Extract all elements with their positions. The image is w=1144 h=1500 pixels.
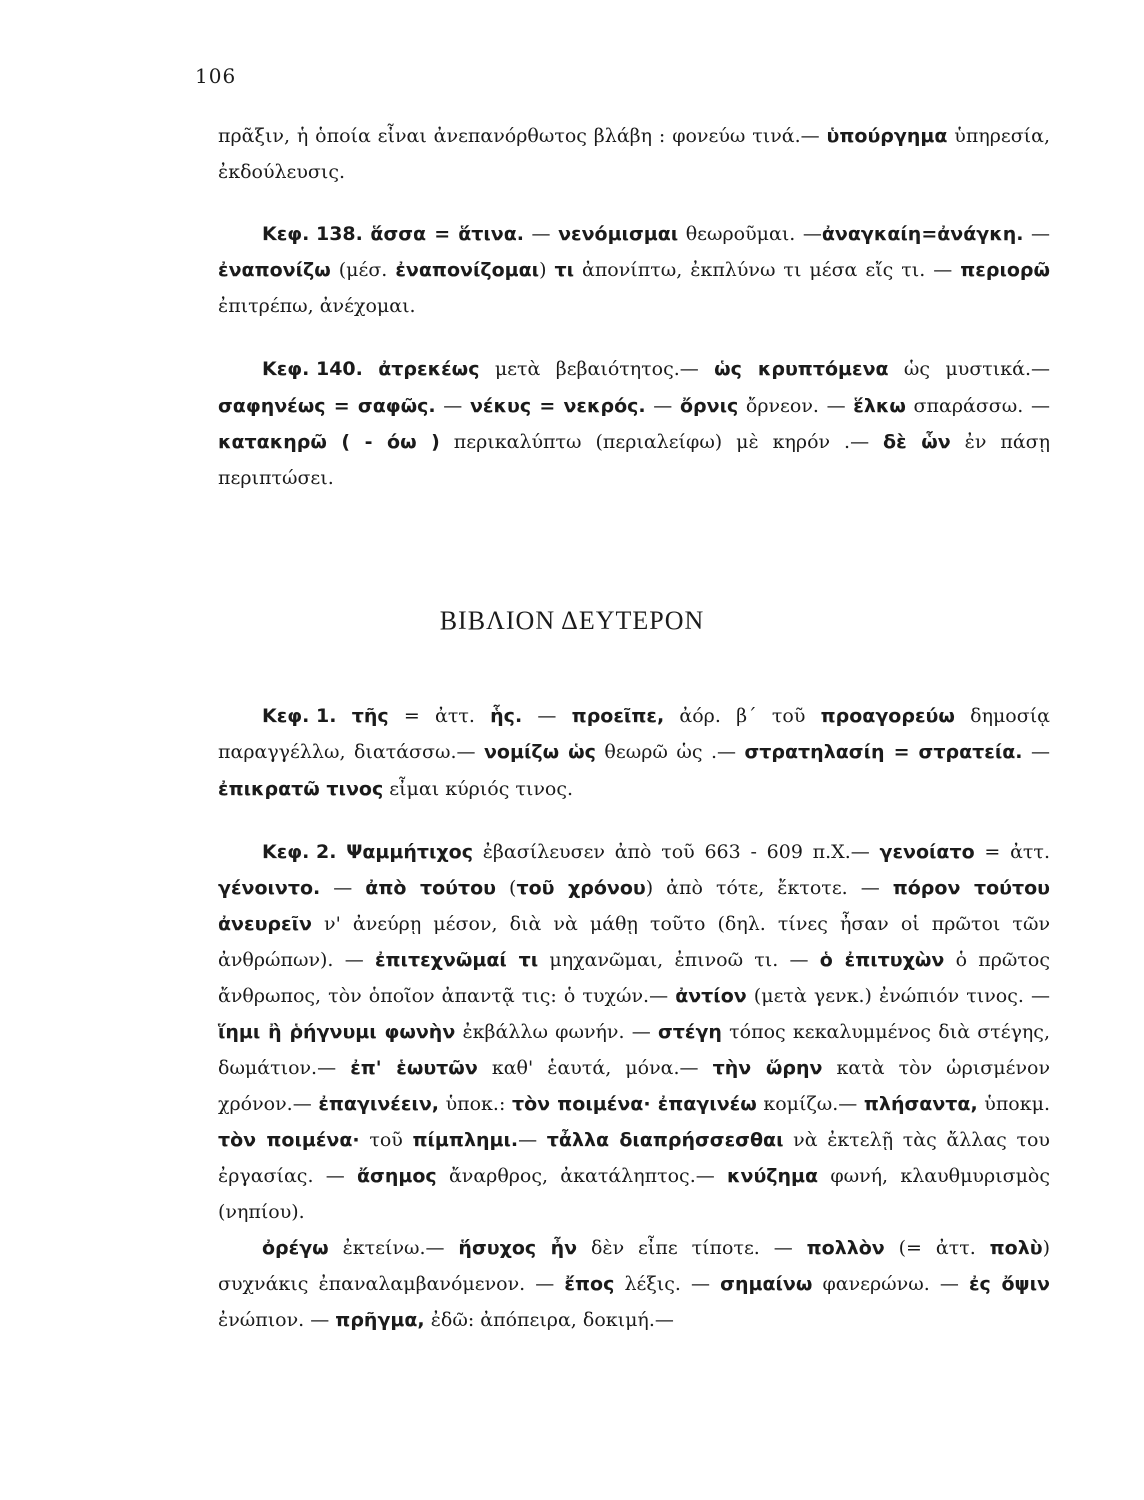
text: ἄναρθρος, ἀκατάληπτος.— [436, 1164, 727, 1187]
text: — [645, 394, 680, 417]
lemma: τὸν ποιμένα· [218, 1128, 360, 1151]
lemma: δὲ ὧν [883, 431, 951, 454]
lemma: ὄρνις [679, 394, 739, 417]
lemma: ἅσσα = ἅτινα. [370, 222, 525, 245]
text: ὄρνεον. — [738, 394, 854, 417]
text: ἀόρ. β΄ τοῦ [664, 705, 821, 727]
lemma: στρατηλασίη = στρατεία. [744, 741, 1023, 764]
lemma: πλήσαντα, [863, 1092, 978, 1115]
lemma: ἐναπονίζω [218, 258, 331, 281]
text: ἐδῶ: ἀπόπειρα, δοκιμή.— [424, 1308, 674, 1331]
lemma: πρῆγμα, [335, 1308, 425, 1331]
text: ( [496, 876, 517, 899]
text: κατὰ τὸν ὡρισμένον χρόνον.— [218, 1056, 1051, 1115]
text: θεωρῶ ὡς .— [595, 741, 745, 764]
lemma: σημαίνω [720, 1272, 813, 1295]
text: ν' ἀνεύρῃ μέσον, διὰ νὰ μάθῃ τοῦτο (δηλ. τίνες ἦσαν οἱ πρῶτοι τῶν ἀνθρώπων). — [218, 912, 1050, 971]
lemma: νενόμισμαι [558, 222, 679, 245]
text: κομίζω.— [756, 1092, 864, 1115]
lemma: τὸν ποιμένα· ἐπαγινέω [511, 1092, 757, 1115]
entries-top [218, 118, 1050, 497]
text: νὰ ἐκτελῇ τὰς ἄλλας του ἐργασίας. — [218, 1128, 1050, 1187]
chapter-ref: Κεφ. 1. [262, 705, 337, 727]
lemma: πόρον τούτου ἀνευρεῖν [218, 876, 1050, 935]
text: δὲν εἶπε τίποτε. — [577, 1236, 807, 1259]
lemma: τῆς [351, 705, 389, 727]
text: μετὰ βεβαιότητος.— [479, 358, 715, 381]
text: ἐκτείνω.— [328, 1236, 459, 1259]
text: ἐνώπιον. — [218, 1308, 336, 1331]
text: ) [539, 258, 555, 281]
text: ἐπιτρέπω, ἀνέχομαι. [218, 295, 416, 318]
text: φανερώνω. — [812, 1272, 969, 1295]
lemma: ἐπιτεχνῶμαί τι [374, 948, 539, 971]
text: μηχανῶμαι, ἐπινοῶ τι. — [538, 948, 820, 971]
text: εἶμαι κύριός τινος. [383, 777, 573, 800]
lemma: τοῦ χρόνου [516, 876, 646, 899]
paragraph-continuation [218, 118, 1050, 191]
paragraph-chapter-140 [218, 351, 1050, 496]
lemma: ἵημι ἢ ῥήγνυμι φωνὴν [218, 1020, 456, 1043]
text: τοῦ [359, 1128, 413, 1151]
lemma: πολὺ [989, 1236, 1043, 1259]
lemma: ἕλκω [853, 394, 906, 417]
text: καθ' ἑαυτά, μόνα.— [477, 1056, 713, 1079]
entries-bottom [218, 698, 1050, 1338]
lemma: ἐπικρατῶ τινος [218, 777, 384, 800]
text: ) ἀπὸ τότε, ἔκτοτε. — [645, 876, 893, 899]
lemma: κνύζημα [727, 1164, 819, 1187]
lemma: ὡς κρυπτόμενα [714, 358, 889, 381]
text: — [524, 222, 559, 245]
lemma: ἀντίον [675, 984, 747, 1007]
paragraph-chapter-2 [218, 834, 1050, 1338]
text: = ἀττ. [388, 705, 491, 727]
chapter-ref: Κεφ. 140. [262, 358, 363, 381]
text: ) συχνάκις ἐπαναλαμβανόμενον. — [218, 1236, 1050, 1295]
text: ὑποκ.: [438, 1092, 512, 1115]
lemma: ἐς ὄψιν [968, 1272, 1050, 1295]
lemma: στέγη [657, 1020, 722, 1043]
lemma: σαφηνέως = σαφῶς. [218, 394, 436, 417]
text: ὡς μυστικά.— [888, 358, 1050, 381]
chapter-ref: Κεφ. 2. [262, 840, 337, 863]
text: — [522, 705, 572, 727]
lemma: ἐπαγινέειν, [318, 1092, 439, 1115]
text: — [320, 876, 366, 899]
lemma: ἀπὸ τούτου [365, 876, 497, 899]
lemma: τἆλλα διαπρήσσεσθαι [546, 1128, 784, 1151]
text: ἐβασίλευσεν ἀπὸ τοῦ 663 - 609 π.Χ.— [472, 840, 880, 863]
text: τόπος κεκαλυμμένος διὰ στέγης, δωμάτιον.— [218, 1020, 1050, 1079]
lemma: τὴν ὥρην [712, 1056, 823, 1079]
lemma: πίμπλημι. [412, 1128, 519, 1151]
lemma: ἧς. [490, 705, 523, 727]
section-heading: ΒΙΒΛΙΟΝ ΔΕΥΤΕΡΟΝ [439, 606, 705, 635]
text: λέξις. — [614, 1272, 721, 1295]
lemma: ὁ ἐπιτυχὼν [819, 948, 945, 971]
lemma: νέκυς = νεκρός. [469, 394, 646, 417]
lemma: γένοιντο. [218, 876, 321, 899]
lemma: προεῖπε, [571, 705, 665, 727]
text: (= ἀττ. [884, 1236, 990, 1259]
lemma: ἔπος [564, 1272, 615, 1295]
text: περικαλύπτω (περιαλείφω) μὲ κηρόν .— [439, 431, 884, 454]
lemma: τι [554, 258, 574, 281]
lemma: ἀναγκαίη=ἀνάγκη. [821, 222, 1024, 245]
lemma: ἐναπονίζομαι [395, 258, 540, 281]
text: ἐκβάλλω φωνήν. — [455, 1020, 658, 1043]
text: = ἀττ. [974, 840, 1050, 863]
lemma: γενοίατο [879, 840, 975, 863]
text: ὑποκμ. [977, 1092, 1051, 1115]
text: (μετὰ γενκ.) ἐνώπιόν τινος. — [746, 984, 1050, 1007]
text: — [518, 1128, 547, 1151]
lemma: ὀρέγω [262, 1236, 329, 1259]
page-number: 106 [195, 64, 237, 88]
text: ἐν πάσῃ περιπτώσει. [218, 431, 1051, 490]
text: — [435, 394, 470, 417]
lemma: προαγορεύω [820, 705, 955, 727]
text: ἀπονίπτω, ἐκπλύνω τι μέσα εἴς τι. — [574, 258, 961, 281]
lemma: νομίζω ὡς [483, 741, 596, 764]
text: ὑπηρεσία, ἐκδούλευσις. [218, 125, 1050, 184]
lemma: ἀτρεκέως [378, 358, 480, 381]
lemma: ἄσημος [357, 1164, 437, 1187]
text: θεωροῦμαι. — [678, 222, 822, 245]
lemma: ὑπούργημα [826, 125, 948, 147]
lemma: ἥσυχος ἦν [458, 1236, 578, 1259]
text: — [1023, 222, 1050, 245]
paragraph-chapter-1 [218, 698, 1050, 807]
text: φωνή, κλαυθμυρισμὸς (νηπίου). [218, 1164, 1050, 1223]
lemma: πολλὸν [806, 1236, 885, 1259]
text: δημοσίᾳ παραγγέλλω, διατάσσω.— [218, 705, 1050, 764]
paragraph-chapter-138 [218, 216, 1050, 325]
text: σπαράσσω. — [905, 394, 1050, 417]
text: — [1022, 741, 1050, 764]
lemma: Ψαμμήτιχος [346, 840, 473, 863]
lemma: περιορῶ [960, 258, 1051, 281]
lemma: κατακηρῶ ( - όω ) [218, 431, 440, 454]
text: πρᾶξιν, ἡ ὁποία εἶναι ἀνεπανόρθωτος βλάβη : φονεύω τινά.— [218, 125, 827, 147]
lemma: ἐπ' ἑωυτῶν [350, 1056, 478, 1079]
chapter-ref: Κεφ. 138. [262, 222, 363, 245]
text: ὁ πρῶτος ἄνθρωπος, τὸν ὁποῖον ἀπαντᾷ τις: ὁ τυχών.— [218, 948, 1050, 1007]
text: (μέσ. [330, 258, 396, 281]
